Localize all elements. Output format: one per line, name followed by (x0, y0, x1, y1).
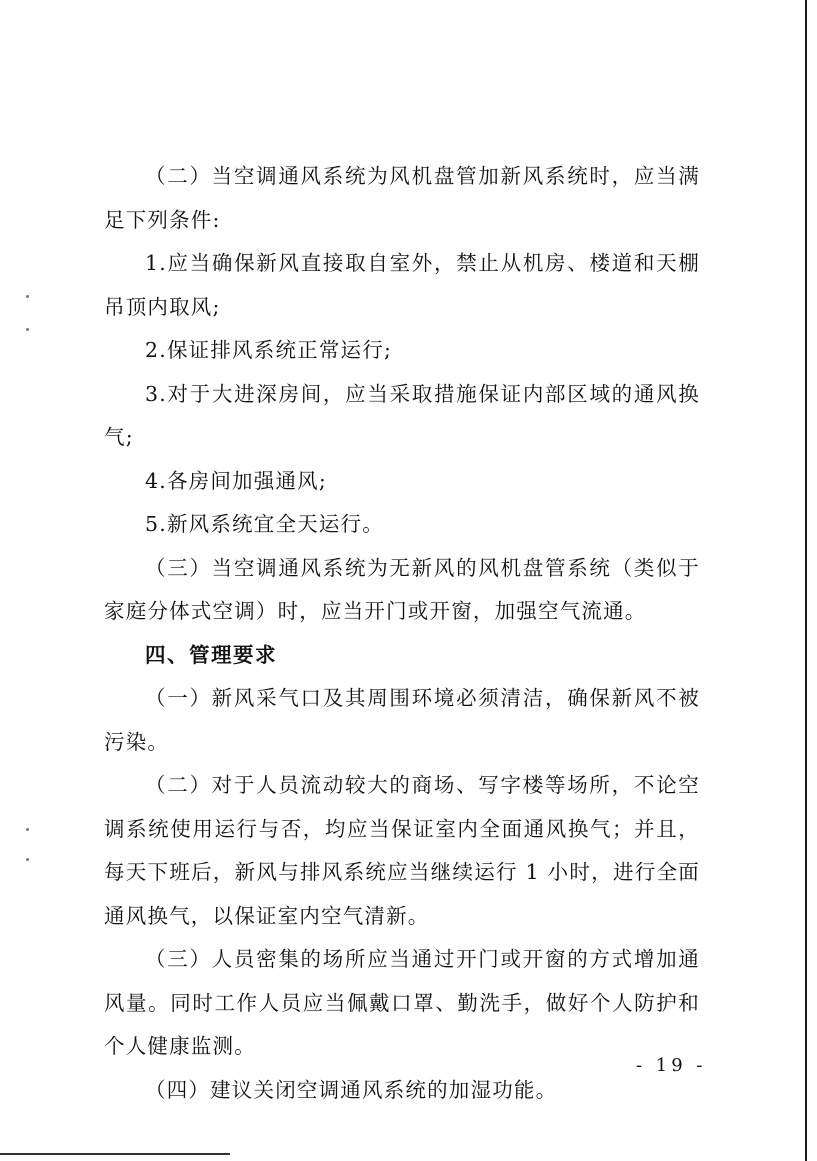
paragraph-condition-5: 5.新风系统宜全天运行。 (145, 512, 384, 536)
paragraph-condition-3: 3.对于大进深房间，应当采取措施保证内部区域的通风换气; (104, 381, 700, 449)
paragraph-no-fresh-air: （三）当空调通风系统为无新风的风机盘管系统（类似于家庭分体式空调）时，应当开门或开窗，加强空气流通。 (104, 555, 700, 623)
paragraph-condition-2: 2.保证排风系统正常运行; (145, 338, 393, 362)
page-number: - 19 - (636, 1055, 707, 1076)
requirement-2: （二）对于人员流动较大的商场、写字楼等场所，不论空调系统使用运行与否，均应当保证室内全面通风换气；并且，每天下班后，新风与排风系统应当继续运行 1 小时，进行全面通风换气，以保证室内空气清新。 (104, 773, 700, 928)
requirement-1: （一）新风采气口及其周围环境必须清洁，确保新风不被污染。 (104, 686, 700, 754)
margin-mark (26, 328, 29, 331)
margin-mark (26, 828, 29, 831)
paragraph-condition-1: 1.应当确保新风直接取自室外，禁止从机房、楼道和天棚吊顶内取风; (104, 251, 700, 319)
requirement-3: （三）人员密集的场所应当通过开门或开窗的方式增加通风量。同时工作人员应当佩戴口罩、勤洗手，做好个人防护和个人健康监测。 (104, 947, 700, 1058)
footer-rule (0, 1153, 230, 1155)
requirement-4: （四）建议关闭空调通风系统的加湿功能。 (145, 1077, 558, 1102)
margin-mark (26, 295, 29, 298)
paragraph-condition-4: 4.各房间加强通风; (145, 468, 327, 493)
paragraph-fan-coil-fresh-air: （二）当空调通风系统为风机盘管加新风系统时，应当满足下列条件: (104, 164, 700, 232)
section-heading: 四、管理要求 (145, 642, 277, 667)
document-body (104, 155, 700, 1112)
margin-mark (26, 858, 29, 861)
scan-edge-line (805, 0, 807, 1161)
